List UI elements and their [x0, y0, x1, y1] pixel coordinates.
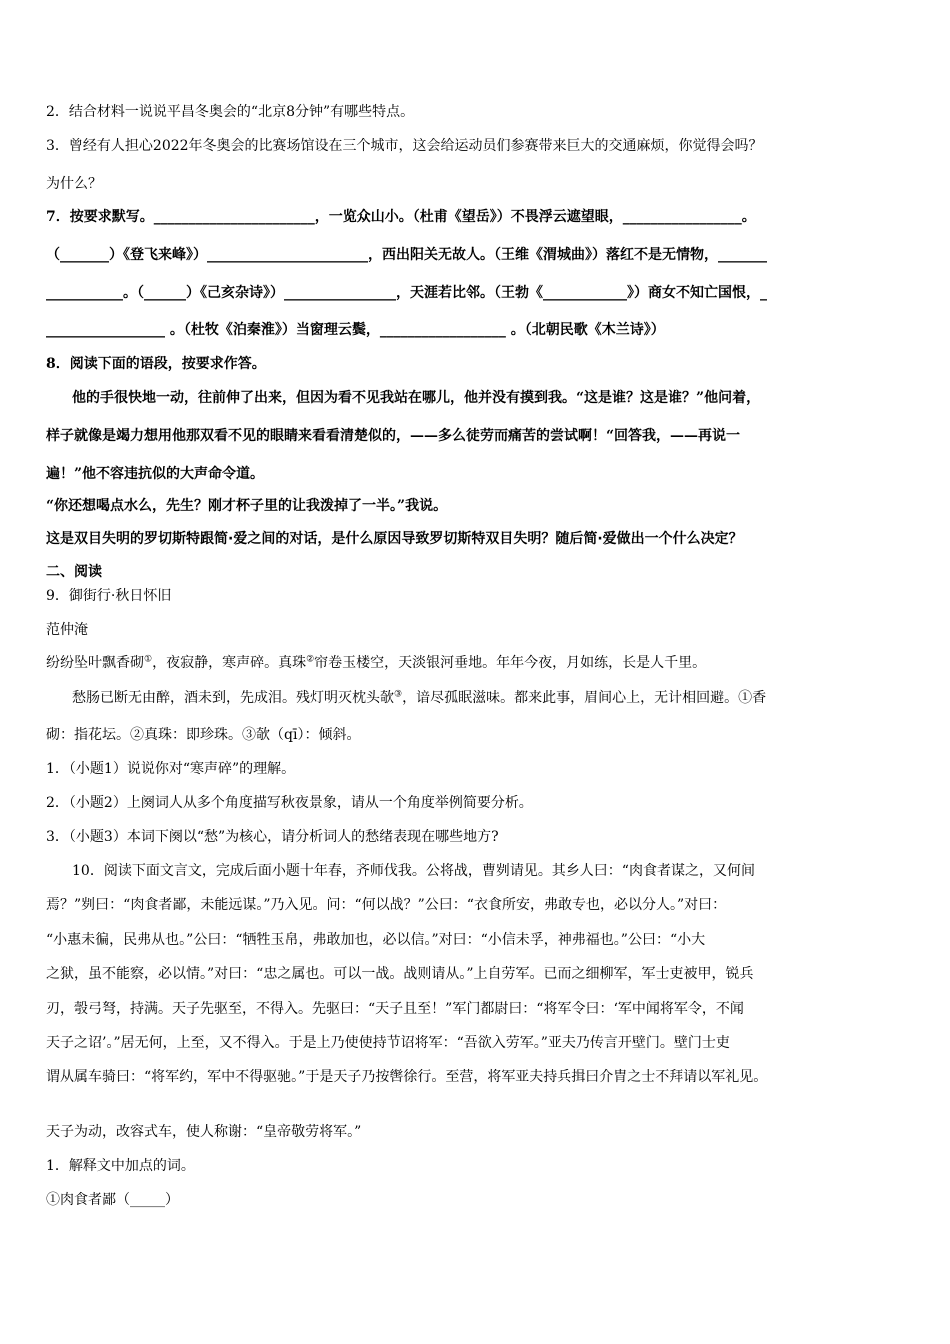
- footnote-marker-2: ②: [306, 654, 315, 665]
- question-10-line-6: 天子之诏’。”居无何，上至，又不得入。于是上乃使使持节诏将军：“吾欲入劳军。”亚夫乃传言开壁门。壁门士吏: [46, 1035, 730, 1051]
- question-10-sub-1: 1．解释文中加点的词。: [46, 1158, 195, 1174]
- poem-line-1: 纷纷坠叶飘香砌①，夜寂静，寒声碎。真珠②帘卷玉楼空，天淡银河垂地。年年今夜，月如练，长是人千里。: [46, 654, 707, 671]
- question-8-passage-line-1: 他的手很快地一动，往前伸了出来，但因为看不见我站在哪儿，他并没有摸到我。“这是谁？这是谁？”他问着，: [72, 390, 761, 406]
- question-7-line-3: ___________。（______）《己亥杂诗》）________________，天涯若比邻。（王勃《____________》）商女不知亡国恨，_: [46, 285, 767, 301]
- question-10-item-1: ①肉食者鄙（_____）: [46, 1192, 179, 1208]
- question-8-passage-line-2: 样子就像是竭力想用他那双看不见的眼睛来看看清楚似的，——多么徒劳而痛苦的尝试啊！“回答我，——再说一: [46, 428, 741, 444]
- question-10-line-5: 刃，彀弓弩，持满。天子先驱至，不得入。先驱曰：“天子且至！”军门都尉曰：“将军令曰：‘军中闻将军令，不闻: [46, 1001, 744, 1017]
- question-10-line-2: 焉？”刿曰：“肉食者鄙，未能远谋。”乃入见。问：“何以战？”公曰：“衣食所安，弗敢专也，必以分人。”对曰：: [46, 897, 727, 913]
- footnote-marker-1: ①: [144, 654, 153, 665]
- question-7-line-1: 7．按要求默写。_______________________，一览众山小。（杜甫《望岳》）不畏浮云遮望眼，_________________。: [46, 209, 756, 225]
- question-10-line-7: 谓从属车骑曰：“将军约，军中不得驱驰。”于是天子乃按辔徐行。至营，将军亚夫持兵揖曰介胄之士不拜请以军礼见。: [46, 1069, 768, 1085]
- question-9-sub-1: 1．（小题1）说说你对“寒声碎”的理解。: [46, 761, 296, 777]
- question-10-line-1: 10．阅读下面文言文，完成后面小题十年春，齐师伐我。公将战，曹刿请见。其乡人曰：“肉食者谋之，又何间: [72, 863, 755, 879]
- poem-line-2: 愁肠已断无由醉，酒未到，先成泪。残灯明灭枕头欹③，谙尽孤眠滋味。都来此事，眉间心上，无计相回避。①香: [72, 689, 767, 706]
- question-10-line-4: 之狱，虽不能察，必以情。”对曰：“忠之属也。可以一战。战则请从。”上自劳军。已而之细柳军，军士吏被甲，锐兵: [46, 966, 754, 982]
- question-3-line-1: 3．曾经有人担心2022年冬奥会的比赛场馆设在三个城市，这会给运动员们参赛带来巨大的交通麻烦，你觉得会吗？: [46, 138, 763, 154]
- footnote-marker-3: ③: [394, 689, 403, 700]
- question-7-line-2: （_______）《登飞来峰》）_______________________，西出阳关无故人。（王维《渭城曲》）落红不是无情物，_______: [46, 247, 767, 263]
- question-9-sub-3: 3．（小题3）本词下阕以“愁”为核心，请分析词人的愁绪表现在哪些地方?: [46, 829, 499, 845]
- question-9-author: 范仲淹: [46, 622, 88, 638]
- question-9-title: 9．御街行·秋日怀旧: [46, 588, 172, 604]
- question-8-passage-line-4: “你还想喝点水么，先生？刚才杯子里的让我泼掉了一半。”我说。: [46, 498, 448, 514]
- section-2-heading: 二、阅读: [46, 564, 102, 580]
- question-10-line-3: “小惠未徧，民弗从也。”公曰：“牺牲玉帛，弗敢加也，必以信。”对曰：“小信未孚，神弗福也。”公曰：“小大: [46, 932, 706, 948]
- question-8-passage-line-3: 遍！”他不容违抗似的大声命令道。: [46, 466, 265, 482]
- question-8-prompt: 这是双目失明的罗切斯特跟简·爱之间的对话，是什么原因导致罗切斯特双目失明？随后简·爱做出一个什么决定？: [46, 531, 743, 547]
- question-8-title: 8．阅读下面的语段，按要求作答。: [46, 356, 266, 372]
- question-2: 2．结合材料一说说平昌冬奥会的“北京8分钟”有哪些特点。: [46, 104, 415, 120]
- question-10-line-8: 天子为动，改容式车，使人称谢：“皇帝敬劳将军。”: [46, 1124, 362, 1140]
- poem-notes: 砌：指花坛。②真珠：即珍珠。③欹（qī）：倾斜。: [46, 727, 361, 743]
- question-9-sub-2: 2．（小题2）上阕词人从多个角度描写秋夜景象，请从一个角度举例简要分析。: [46, 795, 533, 811]
- question-3-line-2: 为什么？: [46, 176, 102, 192]
- question-7-line-4: _________________ 。（杜牧《泊秦淮》）当窗理云鬓，__________________ 。（北朝民歌《木兰诗》）: [46, 322, 665, 338]
